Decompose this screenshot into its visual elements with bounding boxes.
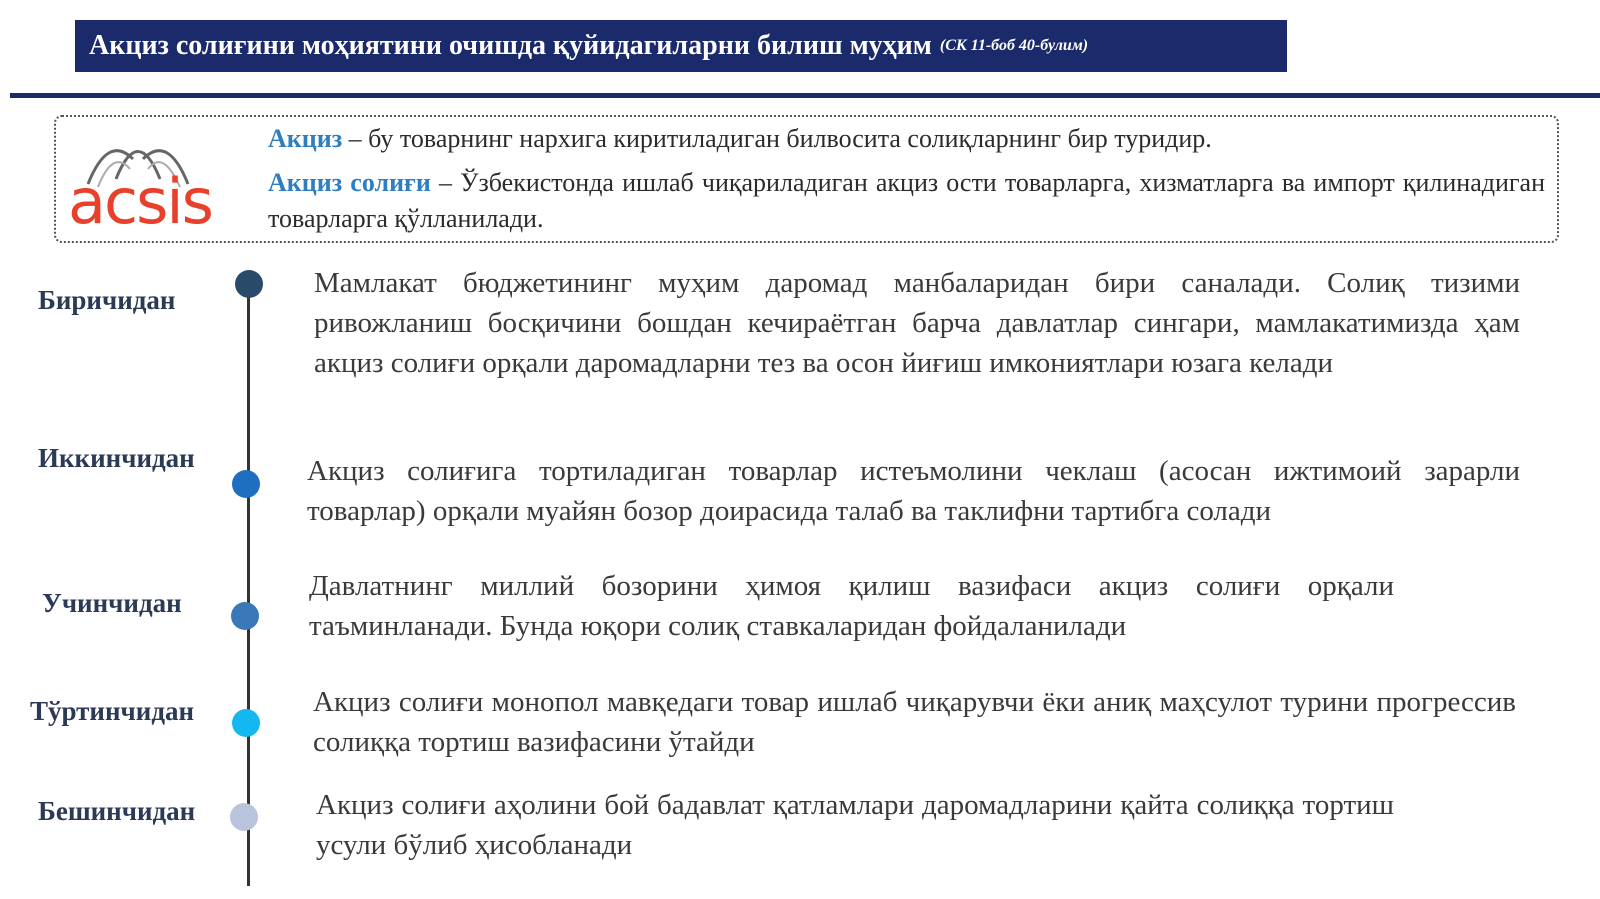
timeline-label-4: Тўртинчидан (30, 696, 195, 726)
definition-box (54, 115, 1559, 243)
definition-text: – Ўзбекистонда ишлаб чиқариладиган акциз ости товарларга, хизматларга ва импорт қилинадиган товарларга қўлланилади. (268, 168, 1546, 233)
timeline-label-1: Биричидан (38, 285, 176, 315)
timeline-dot-2 (232, 470, 260, 498)
timeline-text-5: Акциз солиғи аҳолини бой бадавлат қатламлари даромадларини қайта солиққа тортиш усули бўлиб ҳисобланади (316, 789, 1394, 861)
definition-excise-tax (268, 165, 1545, 237)
definition-term: Акциз солиғи (268, 168, 431, 197)
title-bar (75, 20, 1287, 72)
timeline-label-5: Бешинчидан (38, 796, 196, 826)
timeline-dot-3 (231, 602, 259, 630)
timeline-label-2: Иккинчидан (38, 443, 195, 473)
timeline-text-2: Акциз солиғига тортиладиган товарлар истеъмолини чеклаш (асосан ижтимоий зарарли товарлар) орқали муайян бозор доирасида талаб ва таклифни тартибга солади (307, 455, 1520, 527)
header-divider (10, 93, 1600, 98)
timeline-text-1: Мамлакат бюджетининг муҳим даромад манбаларидан бири саналади. Солиқ тизими ривожланиш босқичини бошдан кечираётган барча давлатлар сингари, мамлакатимизда ҳам акциз солиғи орқали даромадларни тез ва осон йиғиш имкониятлари юзага келади (314, 267, 1520, 379)
logo-text: acsis (68, 165, 212, 238)
page-title: Акциз солиғини моҳиятини очишда қуйидагиларни билиш муҳим (89, 30, 932, 61)
timeline-label-3: Учинчидан (42, 588, 182, 618)
timeline-dot-4 (232, 709, 260, 737)
title-reference: (СК 11-боб 40-булим) (939, 37, 1089, 54)
timeline-line (247, 283, 250, 886)
acsis-logo-icon (68, 129, 212, 239)
timeline-text-4: Акциз солиғи монопол мавқедаги товар ишлаб чиқарувчи ёки аниқ маҳсулот турини прогрессив солиққа тортиш вазифасини ўтайди (313, 686, 1516, 758)
timeline-text-3: Давлатнинг миллий бозорини ҳимоя қилиш вазифаси акциз солиғи орқали таъминланади. Бунда юқори солиқ ставкаларидан фойдаланилади (309, 570, 1394, 642)
definition-excise (268, 121, 1545, 157)
timeline-dot-1 (235, 270, 263, 298)
timeline-dot-5 (230, 803, 258, 831)
definition-text: – бу товарнинг нархига киритиладиган билвосита солиқларнинг бир туридир. (342, 124, 1212, 153)
definition-term: Акциз (268, 124, 343, 153)
